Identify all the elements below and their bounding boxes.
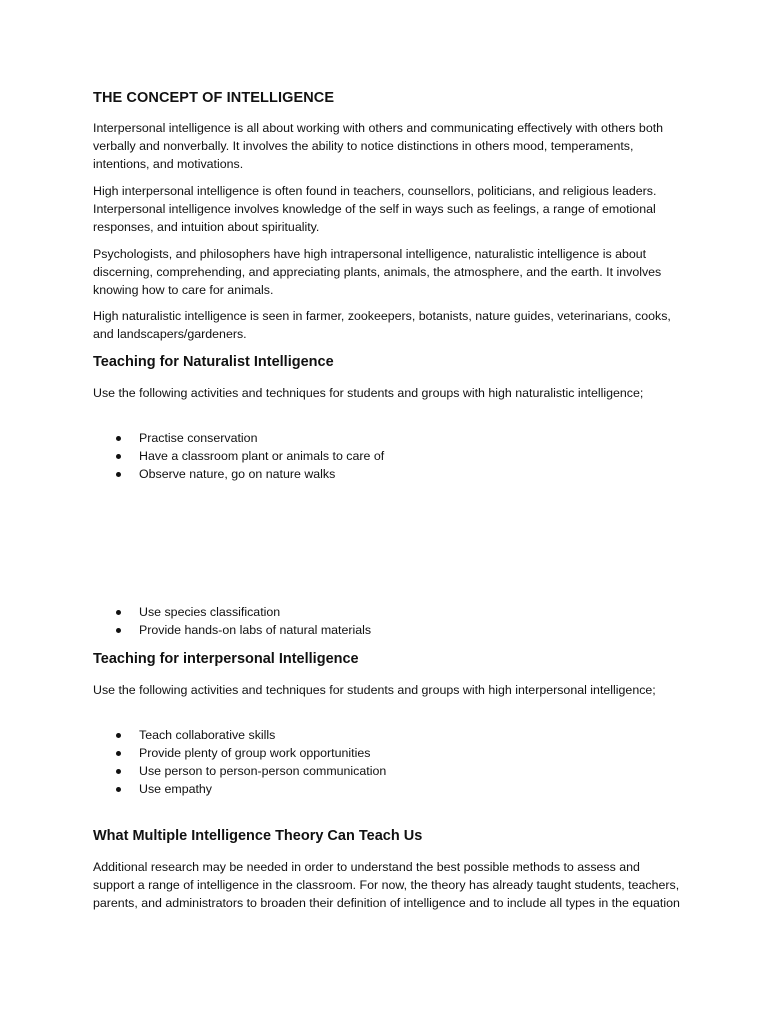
list-item-text: Use person to person-person communication: [139, 764, 387, 778]
naturalist-heading: Teaching for Naturalist Intelligence: [93, 354, 334, 370]
theory-paragraph: Additional research may be needed in order to understand the best possible methods to assess and support a range of intelligence in the classroom. For now, the theory has already taught students, teachers, parents, and administrators to broaden their definition of intelligence and to include all types in the equation: [93, 860, 680, 910]
bullet-icon: [116, 472, 121, 477]
interpersonal-bullet-list: [93, 726, 653, 798]
interpersonal-heading: Teaching for interpersonal Intelligence: [93, 651, 359, 667]
interpersonal-intro: Use the following activities and techniques for students and groups with high interpersonal intelligence;: [93, 683, 656, 697]
list-item: [93, 447, 653, 465]
bullet-icon: [116, 454, 121, 459]
list-item: [93, 780, 653, 798]
list-item: [93, 744, 653, 762]
naturalist-bullet-list-a: [93, 429, 653, 483]
list-item: [93, 429, 653, 447]
list-item-text: Use species classification: [139, 605, 281, 619]
list-item-text: Provide hands-on labs of natural materials: [139, 623, 372, 637]
bullet-icon: [116, 769, 121, 774]
bullet-icon: [116, 733, 121, 738]
intro-paragraph-3: Psychologists, and philosophers have high intrapersonal intelligence, naturalistic intelligence is about discerning, comprehending, and appreciating plants, animals, the atmosphere, and the earth. It involves knowing how to care for animals.: [93, 247, 662, 297]
list-item: [93, 465, 653, 483]
list-item-text: Observe nature, go on nature walks: [139, 467, 336, 481]
document-title: THE CONCEPT OF INTELLIGENCE: [93, 90, 335, 106]
bullet-icon: [116, 751, 121, 756]
intro-paragraph-2: High interpersonal intelligence is often found in teachers, counsellors, politicians, and religious leaders. Interpersonal intelligence involves knowledge of the self in ways such as feelings, a range of emotional responses, and intuition about spirituality.: [93, 184, 657, 234]
list-item-text: Have a classroom plant or animals to care of: [139, 449, 385, 463]
bullet-icon: [116, 436, 121, 441]
bullet-icon: [116, 628, 121, 633]
theory-heading: What Multiple Intelligence Theory Can Teach Us: [93, 828, 423, 844]
list-item: [93, 762, 653, 780]
list-item-text: Provide plenty of group work opportunities: [139, 746, 371, 760]
bullet-icon: [116, 787, 121, 792]
list-item: [93, 603, 653, 621]
intro-paragraph-1: Interpersonal intelligence is all about working with others and communicating effectively with others both verbally and nonverbally. It involves the ability to notice distinctions in others mood, temperaments, intentions, and motivations.: [93, 121, 664, 171]
naturalist-intro: Use the following activities and techniques for students and groups with high naturalistic intelligence;: [93, 386, 644, 400]
list-item-text: Use empathy: [139, 782, 213, 796]
naturalist-bullet-list-b: [93, 603, 653, 639]
list-item-text: Teach collaborative skills: [139, 728, 276, 742]
intro-paragraph-4: High naturalistic intelligence is seen in farmer, zookeepers, botanists, nature guides, veterinarians, cooks, and landscapers/gardeners.: [93, 309, 671, 341]
list-item-text: Practise conservation: [139, 431, 258, 445]
bullet-icon: [116, 610, 121, 615]
list-item: [93, 621, 653, 639]
list-item: [93, 726, 653, 744]
